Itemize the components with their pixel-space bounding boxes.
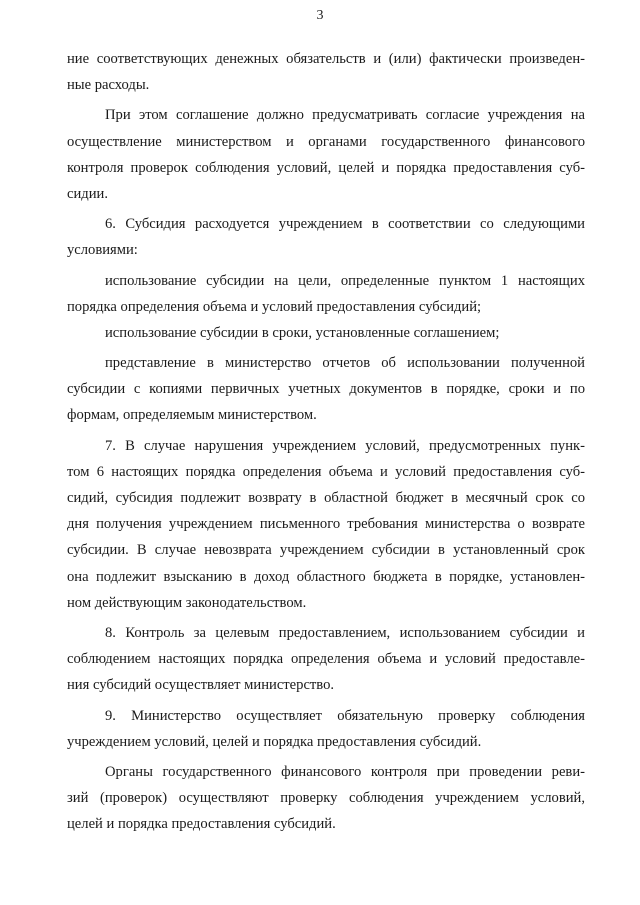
text-line: она подлежит взысканию в доход областного бюджета в порядке, установлен-	[67, 568, 585, 585]
text-line: 7. В случае нарушения учреждением условий, предусмотренных пунк-	[105, 437, 585, 454]
text-line: представление в министерство отчетов об использовании полученной	[105, 355, 585, 372]
text-line: сидии.	[67, 185, 108, 202]
text-line: субсидии с копиями первичных учетных документов в порядке, сроки и по	[67, 381, 585, 398]
text-line: дня получения учреждением письменного требования министерства о возврате	[67, 516, 585, 533]
text-line: использование субсидии на цели, определенные пунктом 1 настоящих	[105, 272, 585, 289]
paragraph-condition-reports	[67, 350, 585, 429]
text-line: ние соответствующих денежных обязательств и (или) фактически произведен-	[67, 51, 585, 67]
paragraph-item-7	[67, 433, 585, 616]
text-line: субсидии. В случае невозврата учреждением субсидии в установленный срок	[67, 542, 585, 559]
page-number: 3	[316, 8, 324, 23]
text-line: 8. Контроль за целевым предоставлением, использованием субсидии и	[105, 624, 585, 641]
text-line: ные расходы.	[67, 77, 150, 94]
text-line: осуществление министерством и органами государственного финансового	[67, 133, 585, 150]
text-line: зий (проверок) осуществляют проверку соблюдения учреждением условий,	[67, 790, 585, 807]
text-line: 6. Субсидия расходуется учреждением в соответствии со следующими	[105, 216, 585, 233]
text-line: том 6 настоящих порядка определения объема и условий предоставления суб-	[67, 463, 585, 480]
text-line: 9. Министерство осуществляет обязательную проверку соблюдения	[105, 707, 585, 724]
paragraph-continuation	[67, 46, 585, 98]
text-line: учреждением условий, целей и порядка предоставления субсидий.	[67, 733, 482, 750]
text-line: ном действующим законодательством.	[67, 594, 307, 611]
text-line: ния субсидий осуществляет министерство.	[67, 677, 335, 694]
text-line: соблюдением настоящих порядка определения объема и условий предоставле-	[67, 651, 585, 668]
text-line: При этом соглашение должно предусматривать согласие учреждения на	[105, 107, 585, 124]
paragraph-condition-deadline	[67, 320, 585, 346]
text-line: целей и порядка предоставления субсидий.	[67, 816, 336, 833]
paragraph-item-8	[67, 620, 585, 699]
paragraph-financial-control	[67, 759, 585, 838]
text-line: условиями:	[67, 242, 138, 259]
paragraph-item-9	[67, 703, 585, 755]
paragraph-condition-purpose	[67, 268, 585, 320]
paragraph-item-6	[67, 211, 585, 263]
document-body	[67, 46, 585, 837]
paragraph-agreement-consent	[67, 102, 585, 207]
text-line: сидий, субсидия подлежит возврату в областной бюджет в месячный срок со	[67, 490, 585, 506]
text-line: Органы государственного финансового контроля при проведении реви-	[105, 763, 585, 780]
text-line: контроля проверок соблюдения условий, целей и порядка предоставления суб-	[67, 159, 585, 176]
text-line: использование субсидии в сроки, установленные соглашением;	[105, 324, 500, 341]
text-line: порядка определения объема и условий предоставления субсидий;	[67, 298, 482, 315]
text-line: формам, определяемым министерством.	[67, 407, 317, 424]
